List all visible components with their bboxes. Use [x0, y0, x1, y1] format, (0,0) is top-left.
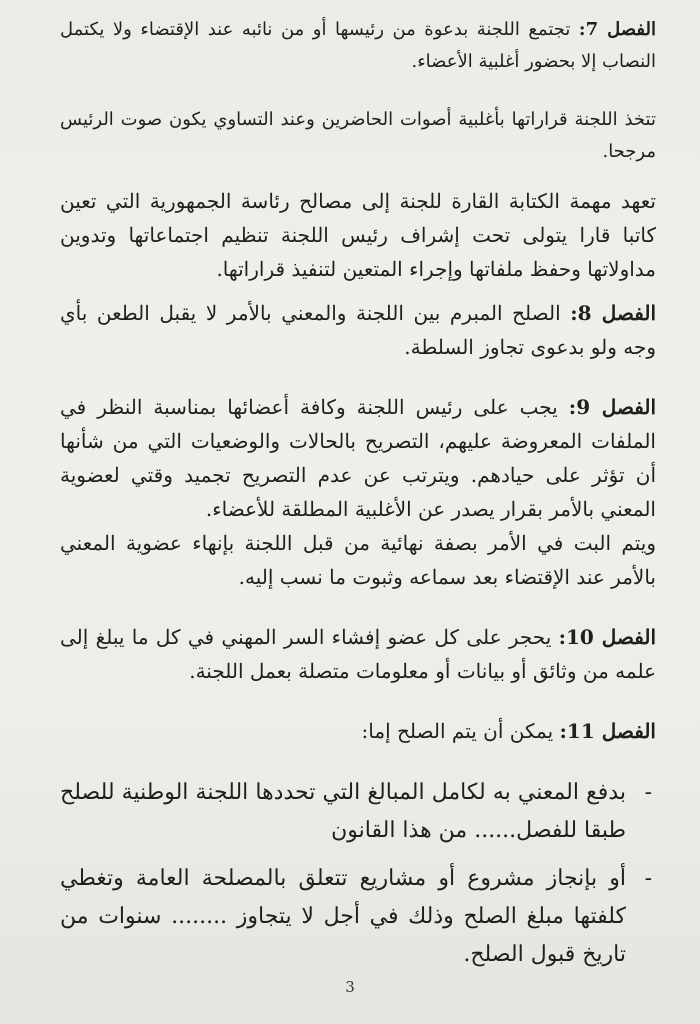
article-10-paragraph: [60, 620, 656, 688]
article-8-label: الفصل 8:: [570, 301, 656, 325]
article-7-paragraph-2: تتخذ اللجنة قراراتها بأغلبية أصوات الحاضرين وعند التساوي يكون صوت الرئيس مرجحا.: [60, 109, 656, 162]
article-7-paragraph-3: تعهد مهمة الكتابة القارة للجنة إلى مصالح رئاسة الجمهورية التي تعين كاتبا قارا يتولى تحت إشراف رئيس اللجنة تنظيم اجتماعاتها وتدوين مداولاتها وحفظ ملفاتها وإجراء المتعين لتنفيذ قراراتها.: [60, 189, 656, 281]
article-9-label: الفصل 9:: [568, 395, 657, 419]
article-9-paragraph-1: [60, 390, 656, 526]
list-item: [60, 860, 656, 974]
article-7-text-1: تجتمع اللجنة بدعوة من رئيسها أو من نائبه عند الإقتضاء ولا يكتمل النصاب إلا بحضور أغلبية الأعضاء.: [60, 19, 656, 72]
article-11-label: الفصل 11:: [559, 719, 656, 743]
article-7-paragraph-1: [60, 14, 656, 78]
article-8-paragraph: [60, 296, 656, 364]
dash-bullet-icon: -: [644, 866, 652, 891]
article-11-intro: [60, 714, 656, 748]
article-9-paragraph-2: ويتم البت في الأمر بصفة نهائية من قبل اللجنة بإنهاء عضوية المعني بالأمر عند الإقتضاء بعد سماعه وثبوت ما نسب إليه.: [60, 531, 656, 589]
list-item: [60, 774, 656, 850]
article-7-label: الفصل 7:: [578, 19, 656, 40]
article-11-intro-text: يمكن أن يتم الصلح إما:: [361, 719, 554, 743]
dash-bullet-icon: -: [644, 780, 652, 805]
article-9-text-1: يجب على رئيس اللجنة وكافة أعضائها بمناسبة النظر في الملفات المعروضة عليهم، التصريح بالحالات والوضعيات التي من شأنها أن تؤثر على حيادهم. ويترتب عن عدم التصريح تجميد وقتي لعضوية المعني بالأمر بقرار يصدر عن الأغلبية المطلقة للأعضاء.: [60, 395, 656, 521]
article-8-text: الصلح المبرم بين اللجنة والمعني بالأمر لا يقبل الطعن بأي وجه ولو بدعوى تجاوز السلطة.: [60, 301, 656, 359]
article-10-label: الفصل 10:: [558, 625, 656, 649]
list-item-text: بدفع المعني به لكامل المبالغ التي تحددها اللجنة الوطنية للصلح طبقا للفصل...... من هذا القانون: [60, 780, 626, 843]
article-11-options-list: [60, 774, 656, 974]
list-item-text: أو بإنجاز مشروع أو مشاريع تتعلق بالمصلحة العامة وتغطي كلفتها مبلغ الصلح وذلك في أجل لا يتجاوز ........ سنوات من تاريخ قبول الصلح.: [60, 866, 626, 967]
page-number: 3: [345, 978, 355, 996]
article-10-text: يحجر على كل عضو إفشاء السر المهني في كل ما يبلغ إلى علمه من وثائق أو بيانات أو معلومات متصلة بعمل اللجنة.: [60, 625, 656, 683]
